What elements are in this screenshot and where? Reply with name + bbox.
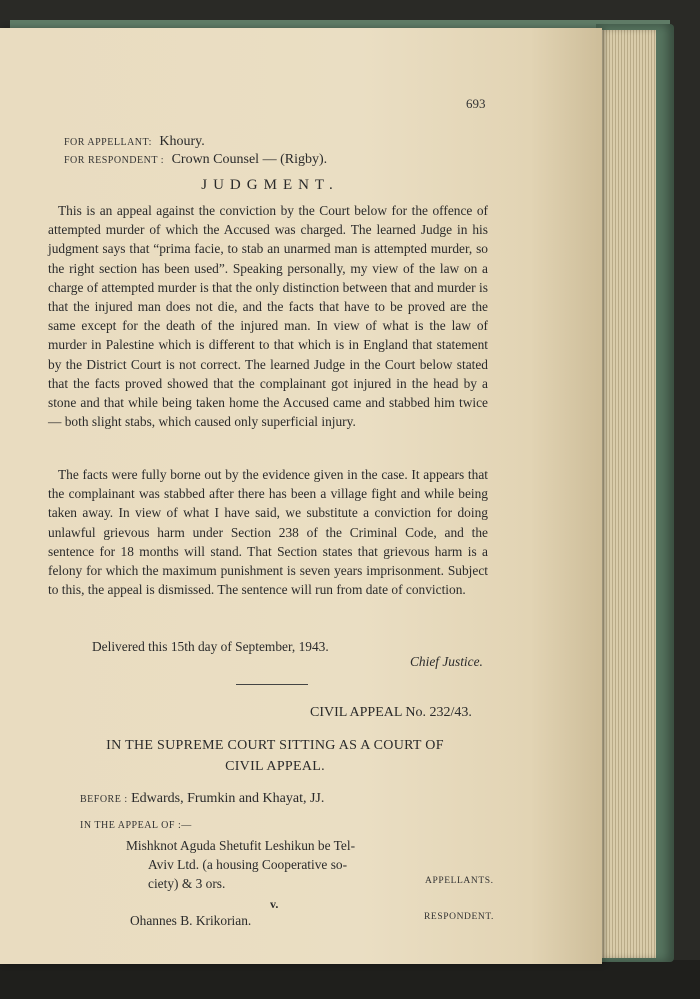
before-label: BEFORE : [80, 794, 128, 805]
signature-chief-justice: Chief Justice. [410, 654, 483, 669]
respondent-counsel-label: FOR RESPONDENT : [64, 155, 165, 166]
before-judges: Edwards, Frumkin and Khayat, JJ. [131, 791, 325, 806]
appellant-counsel-value: Khoury. [159, 134, 205, 149]
court-heading-line-1: IN THE SUPREME COURT SITTING AS A COURT OF [106, 738, 444, 753]
appellant-counsel-label: FOR APPELLANT: [64, 137, 152, 148]
judgment-paragraph-1: This is an appeal against the conviction by the Court below for the offence of attempted murder of which the Accused was charged. The learned Judge in his judgment says that “prima facie, to stab an unarmed man is attempted murder, so the right section has been used”. Speaking personally, my view of the law on a charge of attempted murder is that the only distinction between that and murder is that the injured man does not die, and the facts that have to be proved are the same except for the death of the injured man. In view of what is the law of murder in Palestine which is different to that which is in England that statement by the District Court is not correct. The learned Judge in the Court below stated that the facts proved showed that the complainant got injured in the head by a stone and that while being taken home the Accused came and stabbed him twice — both slight stabs, which caused only superficial injury. [48, 203, 488, 430]
appellants-name [126, 836, 416, 894]
page-edges [598, 30, 656, 958]
appellants-line-3: ciety) & 3 ors. [148, 876, 226, 892]
appellant-counsel-line [64, 134, 205, 150]
table-surface [0, 960, 700, 999]
bench-line [80, 791, 324, 807]
case-number: CIVIL APPEAL No. 232/43. [310, 705, 472, 720]
respondent-counsel-value: Crown Counsel — (Rigby). [171, 152, 328, 167]
court-heading-line-2: CIVIL APPEAL. [225, 759, 325, 774]
delivered-line: Delivered this 15th day of September, 1943. [92, 639, 329, 654]
court-heading [60, 735, 490, 777]
section-divider [236, 684, 308, 685]
in-the-appeal-of-label: IN THE APPEAL OF :— [80, 820, 192, 831]
judgment-paragraph-2: The facts were fully borne out by the evidence given in the case. It appears that the complainant was stabbed after there has been a village fight and while being taken away. In view of what I have said, we substitute a conviction for doing unlawful grievous harm under Section 238 of the Criminal Code, and the sentence for 18 months will stand. That Section states that grievous harm is a felony for which the maximum punishment is seven years imprisonment. Subject to this, the appeal is dismissed. The sentence will run from date of conviction. [48, 467, 488, 598]
respondent-counsel-line [64, 152, 327, 168]
respondent-label: RESPONDENT. [424, 912, 495, 922]
appellants-line-2: Aviv Ltd. (a housing Cooperative so- [148, 857, 348, 873]
page-number: 693 [466, 96, 486, 111]
judgment-title: JUDGMENT. [201, 177, 339, 193]
appellants-line-1: Mishknot Aguda Shetufit Leshikun be Tel- [126, 838, 356, 853]
respondent-name: Ohannes B. Krikorian. [130, 913, 252, 928]
appellants-label: APPELLANTS. [425, 876, 494, 886]
versus: v. [270, 897, 279, 911]
